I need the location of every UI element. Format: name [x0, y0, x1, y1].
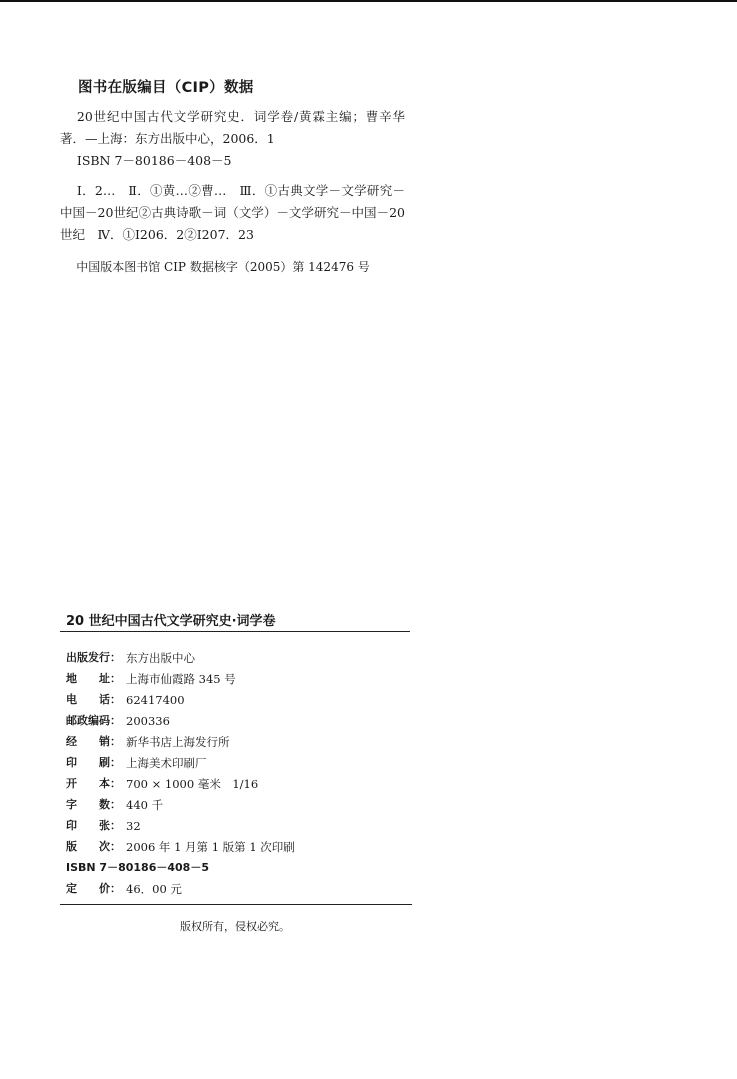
cip-record-note: 中国版本图书馆 CIP 数据核字（2005）第 142476 号 [76, 260, 370, 274]
row-label: 地 址： [66, 672, 121, 685]
row-value: 新华书店上海发行所 [126, 735, 230, 749]
row-label: 印 张： [66, 819, 121, 832]
row-label: 开 本： [66, 777, 121, 790]
row-label: 电 话： [66, 693, 121, 706]
row-value: 62417400 [126, 693, 185, 707]
row-label: 字 数： [66, 798, 121, 811]
row-label: ISBN 7－80186－408－5 [66, 861, 209, 874]
row-value: 32 [126, 819, 141, 833]
row-value: 46．00 元 [126, 882, 182, 896]
row-label: 定 价： [66, 882, 121, 895]
colophon-lower-rule [60, 904, 412, 905]
cip-heading: 图书在版编目（CIP）数据 [78, 80, 254, 96]
row-label: 出版发行： [66, 651, 121, 664]
row-value: 上海美术印刷厂 [126, 756, 207, 770]
row-value: 700 × 1000 毫米 1/16 [126, 777, 259, 791]
row-value: 东方出版中心 [126, 651, 195, 665]
row-value: 2006 年 1 月第 1 版第 1 次印刷 [126, 840, 295, 854]
row-value: 200336 [126, 714, 170, 728]
row-label: 印 刷： [66, 756, 121, 769]
row-label: 邮政编码： [66, 714, 121, 727]
row-value: 上海市仙霞路 345 号 [126, 672, 236, 686]
row-value: 440 千 [126, 798, 164, 812]
row-label: 版 次： [66, 840, 121, 853]
copyright-notice: 版权所有，侵权必究。 [180, 920, 290, 933]
top-border-rule [0, 0, 737, 2]
cip-entry: 20世纪中国古代文学研究史．词学卷/黄霖主编；曹辛华著．—上海：东方出版中心，2006．1 [60, 109, 405, 146]
row-label: 经 销： [66, 735, 121, 748]
cip-subject-headings: Ⅰ．2… Ⅱ．①黄…②曹… Ⅲ．①古典文学－文学研究－中国－20世纪②古典诗歌－词（文学）－文学研究－中国－20世纪 Ⅳ．①I206．2②I207．23 [60, 183, 405, 242]
cip-isbn: ISBN 7－80186－408－5 [76, 153, 232, 168]
colophon-upper-rule [60, 631, 410, 632]
colophon-book-title: 20 世纪中国古代文学研究史·词学卷 [66, 614, 276, 629]
